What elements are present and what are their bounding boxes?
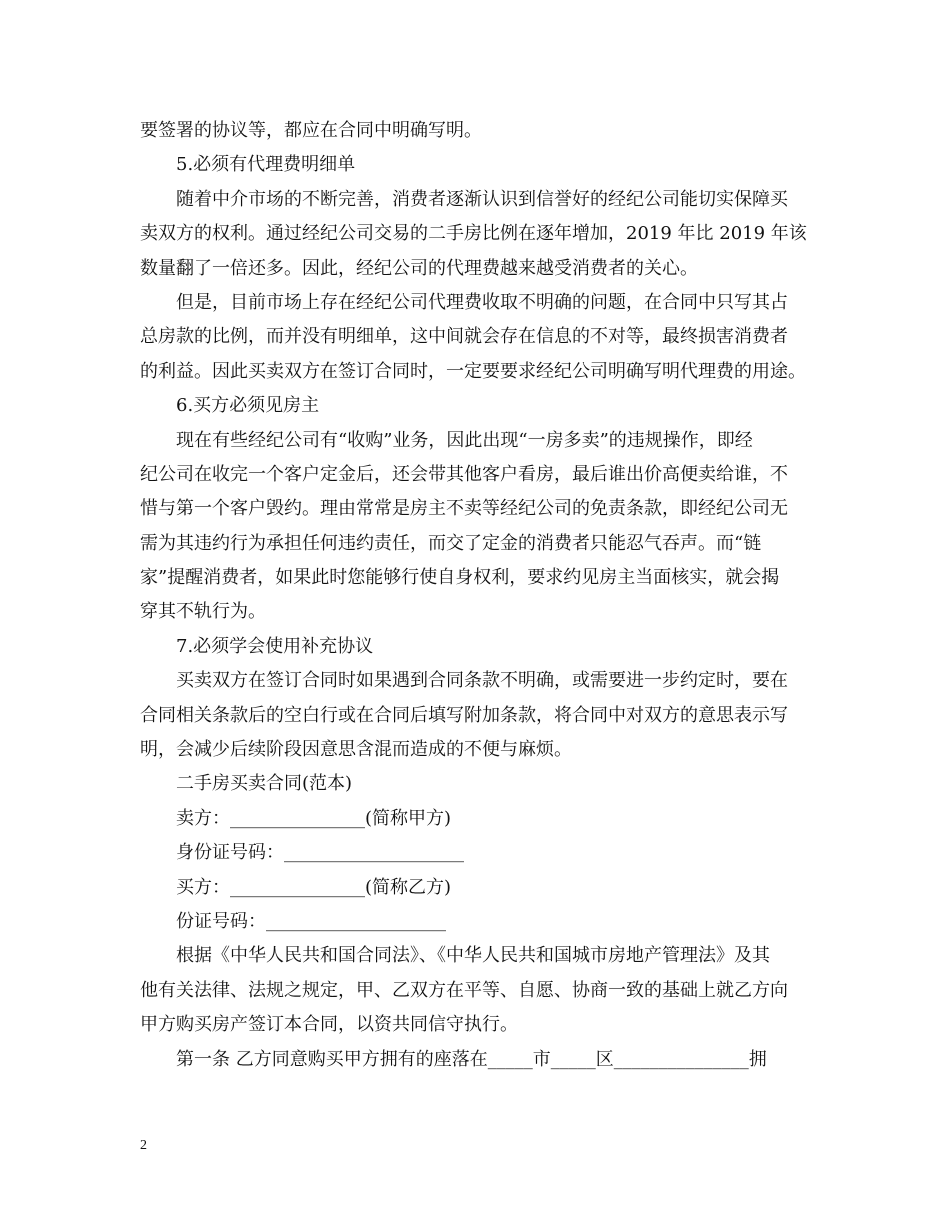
document-body <box>140 114 820 1077</box>
text-line: 穿其不轨行为。 <box>140 601 266 623</box>
seller-id-line: 身份证号码：____________________ <box>176 842 464 864</box>
text-line: 买卖双方在签订合同时如果遇到合同条款不明确，或需要进一步约定时，要在 <box>176 670 788 692</box>
text-line: 明，会减少后续阶段因意思含混而造成的不便与麻烦。 <box>140 739 572 761</box>
seller-line: 卖方：_______________(简称甲方) <box>176 807 452 829</box>
text-line: 纪公司在收完一个客户定金后，还会带其他客户看房，最后谁出价高便卖给谁，不 <box>140 463 788 485</box>
text-line: 现在有些经纪公司有“收购”业务，因此出现“一房多卖”的违规操作，即经 <box>176 429 753 451</box>
text-line: 甲方购买房产签订本合同，以资共同信守执行。 <box>140 1014 518 1036</box>
text-line: 要签署的协议等，都应在合同中明确写明。 <box>140 120 482 141</box>
text-line: 数量翻了一倍还多。因此，经纪公司的代理费越来越受消费者的关心。 <box>140 257 698 279</box>
page-number: 2 <box>140 1138 147 1153</box>
text-line: 需为其违约行为承担任何违约责任，而交了定金的消费者只能忍气吞声。而“链 <box>140 532 762 554</box>
text-line: 随着中介市场的不断完善，消费者逐渐认识到信誉好的经纪公司能切实保障买 <box>176 188 788 210</box>
section-heading: 5.必须有代理费明细单 <box>176 154 356 176</box>
text-line: 合同相关条款后的空白行或在合同后填写附加条款，将合同中对双方的意思表示写 <box>140 704 788 726</box>
text-line: 但是，目前市场上存在经纪公司代理费收取不明确的问题，在合同中只写其占 <box>176 291 788 313</box>
text-line: 惜与第一个客户毁约。理由常常是房主不卖等经纪公司的免责条款，即经纪公司无 <box>140 498 788 520</box>
article-one-line: 第一条 乙方同意购买甲方拥有的座落在_____市_____区_______________拥 <box>176 1048 767 1070</box>
text-line: 根据《中华人民共和国合同法》、《中华人民共和国城市房地产管理法》及其 <box>176 945 770 967</box>
text-line: 的利益。因此买卖双方在签订合同时，一定要要求经纪公司明确写明代理费的用途。 <box>140 360 806 382</box>
text-line: 家”提醒消费者，如果此时您能够行使自身权利，要求约见房主当面核实，就会揭 <box>140 567 780 589</box>
section-heading: 7.必须学会使用补充协议 <box>176 635 374 657</box>
text-line: 总房款的比例，而并没有明细单，这中间就会存在信息的不对等，最终损害消费者 <box>140 326 788 348</box>
text-line: 卖双方的权利。通过经纪公司交易的二手房比例在逐年增加，2019 年比 2019 年该 <box>140 223 807 245</box>
buyer-line: 买方：_______________(简称乙方) <box>176 876 452 898</box>
text-line: 他有关法律、法规之规定，甲、乙双方在平等、自愿、协商一致的基础上就乙方向 <box>140 979 788 1001</box>
buyer-id-line: 份证号码：____________________ <box>176 910 446 932</box>
contract-title: 二手房买卖合同(范本) <box>176 773 353 795</box>
section-heading: 6.买方必须见房主 <box>176 395 320 417</box>
